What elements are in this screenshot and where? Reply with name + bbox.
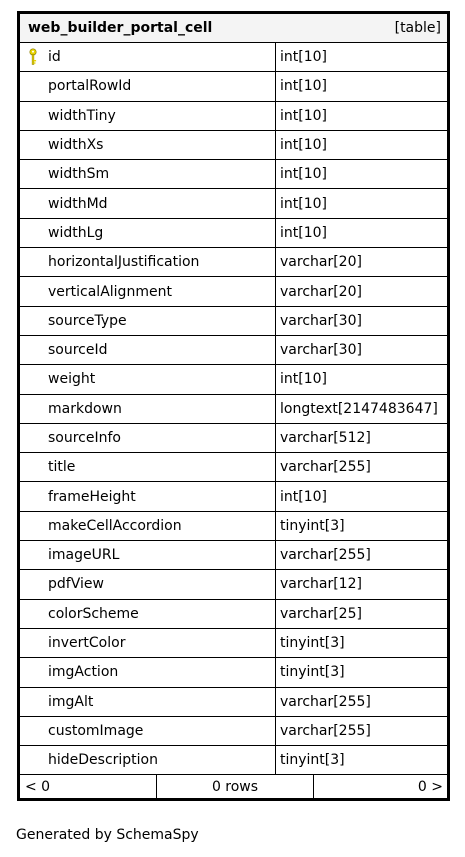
- column-name: imgAction: [48, 664, 119, 681]
- column-name-cell: [20, 72, 276, 100]
- column-row[interactable]: [20, 512, 447, 541]
- column-row[interactable]: [20, 307, 447, 336]
- column-type: varchar[20]: [280, 254, 362, 271]
- column-name-cell: [20, 688, 276, 716]
- column-name-cell: [20, 512, 276, 540]
- column-row[interactable]: [20, 541, 447, 570]
- column-type: varchar[255]: [280, 459, 371, 476]
- column-name: title: [48, 459, 76, 476]
- column-name-cell: [20, 102, 276, 130]
- column-name: pdfView: [48, 576, 104, 593]
- column-name-cell: [20, 482, 276, 510]
- column-type: int[10]: [280, 78, 327, 95]
- generated-by-text: Generated by SchemaSpy: [16, 827, 199, 843]
- column-row[interactable]: [20, 717, 447, 746]
- column-row[interactable]: [20, 102, 447, 131]
- column-name: frameHeight: [48, 488, 136, 505]
- column-name: widthTiny: [48, 107, 116, 124]
- column-type: tinyint[3]: [280, 752, 345, 769]
- table-name[interactable]: web_builder_portal_cell: [28, 20, 213, 36]
- column-name-cell: [20, 189, 276, 217]
- column-name-cell: [20, 453, 276, 481]
- column-name: sourceInfo: [48, 430, 121, 446]
- column-name-cell: [20, 219, 276, 247]
- column-type: varchar[30]: [280, 312, 362, 329]
- column-name: makeCellAccordion: [48, 517, 182, 534]
- column-row[interactable]: [20, 72, 447, 101]
- column-name: hideDescription: [48, 752, 158, 769]
- column-name: widthXs: [48, 137, 104, 154]
- column-row[interactable]: [20, 629, 447, 658]
- column-name-cell: [20, 424, 276, 452]
- column-row[interactable]: [20, 395, 447, 424]
- column-type: int[10]: [280, 49, 327, 66]
- column-type: tinyint[3]: [280, 517, 345, 534]
- key-icon: [28, 48, 40, 66]
- column-row[interactable]: [20, 277, 447, 306]
- table-header: [20, 14, 447, 43]
- column-name: customImage: [48, 722, 144, 739]
- column-name-cell: [20, 277, 276, 305]
- column-row[interactable]: [20, 160, 447, 189]
- column-type: longtext[2147483647]: [280, 400, 438, 417]
- column-type: int[10]: [280, 488, 327, 505]
- column-type: int[10]: [280, 224, 327, 241]
- column-type: varchar[12]: [280, 576, 362, 593]
- column-row[interactable]: [20, 482, 447, 511]
- column-row[interactable]: [20, 131, 447, 160]
- child-count[interactable]: 0 >: [417, 778, 443, 795]
- column-name-cell: [20, 717, 276, 745]
- column-name: sourceId: [48, 342, 108, 359]
- column-name-cell: [20, 43, 276, 71]
- column-name-cell: [20, 541, 276, 569]
- column-name: widthSm: [48, 166, 110, 183]
- column-type: varchar[25]: [280, 605, 362, 622]
- column-name-cell: [20, 629, 276, 657]
- column-type: varchar[30]: [280, 342, 362, 359]
- column-row[interactable]: [20, 453, 447, 482]
- column-row[interactable]: [20, 189, 447, 218]
- parent-count[interactable]: < 0: [20, 775, 157, 798]
- column-type: varchar[255]: [280, 547, 371, 564]
- column-name: widthLg: [48, 224, 104, 241]
- column-type: int[10]: [280, 107, 327, 124]
- column-row[interactable]: [20, 365, 447, 394]
- column-name: markdown: [48, 400, 122, 417]
- column-name-cell: [20, 336, 276, 364]
- schema-table: [17, 11, 450, 801]
- column-name: imgAlt: [48, 693, 94, 710]
- column-row[interactable]: [20, 424, 447, 453]
- column-name-cell: [20, 131, 276, 159]
- column-type: int[10]: [280, 371, 327, 388]
- column-name-cell: [20, 570, 276, 598]
- column-type: int[10]: [280, 195, 327, 212]
- column-row[interactable]: [20, 219, 447, 248]
- column-name-cell: [20, 746, 276, 774]
- column-type: varchar[20]: [280, 283, 362, 300]
- column-name: portalRowId: [48, 78, 132, 95]
- column-row[interactable]: [20, 336, 447, 365]
- column-row[interactable]: [20, 43, 447, 72]
- column-row[interactable]: [20, 570, 447, 599]
- column-name: sourceType: [48, 312, 127, 329]
- column-name: verticalAlignment: [48, 283, 172, 300]
- column-type: tinyint[3]: [280, 635, 345, 652]
- column-type: varchar[255]: [280, 693, 371, 710]
- column-name: id: [48, 49, 61, 66]
- column-name-cell: [20, 658, 276, 686]
- table-kind-label: [table]: [394, 20, 441, 36]
- column-row[interactable]: [20, 688, 447, 717]
- column-type: int[10]: [280, 166, 327, 183]
- column-type: varchar[512]: [280, 430, 371, 446]
- column-type: tinyint[3]: [280, 664, 345, 681]
- column-name-cell: [20, 248, 276, 276]
- column-name-cell: [20, 160, 276, 188]
- column-name: colorScheme: [48, 605, 139, 622]
- column-name: horizontalJustification: [48, 254, 200, 271]
- column-name: widthMd: [48, 195, 108, 212]
- column-row[interactable]: [20, 658, 447, 687]
- table-footer: [20, 775, 447, 798]
- column-name-cell: [20, 307, 276, 335]
- column-name-cell: [20, 600, 276, 628]
- column-name-cell: [20, 365, 276, 393]
- column-name: weight: [48, 371, 96, 388]
- column-type: varchar[255]: [280, 722, 371, 739]
- column-type: int[10]: [280, 137, 327, 154]
- column-name-cell: [20, 395, 276, 423]
- column-row[interactable]: [20, 600, 447, 629]
- column-row[interactable]: [20, 746, 447, 775]
- column-name: invertColor: [48, 635, 126, 652]
- column-list: [20, 43, 447, 775]
- column-name: imageURL: [48, 547, 120, 564]
- column-row[interactable]: [20, 248, 447, 277]
- row-count: 0 rows: [157, 775, 314, 798]
